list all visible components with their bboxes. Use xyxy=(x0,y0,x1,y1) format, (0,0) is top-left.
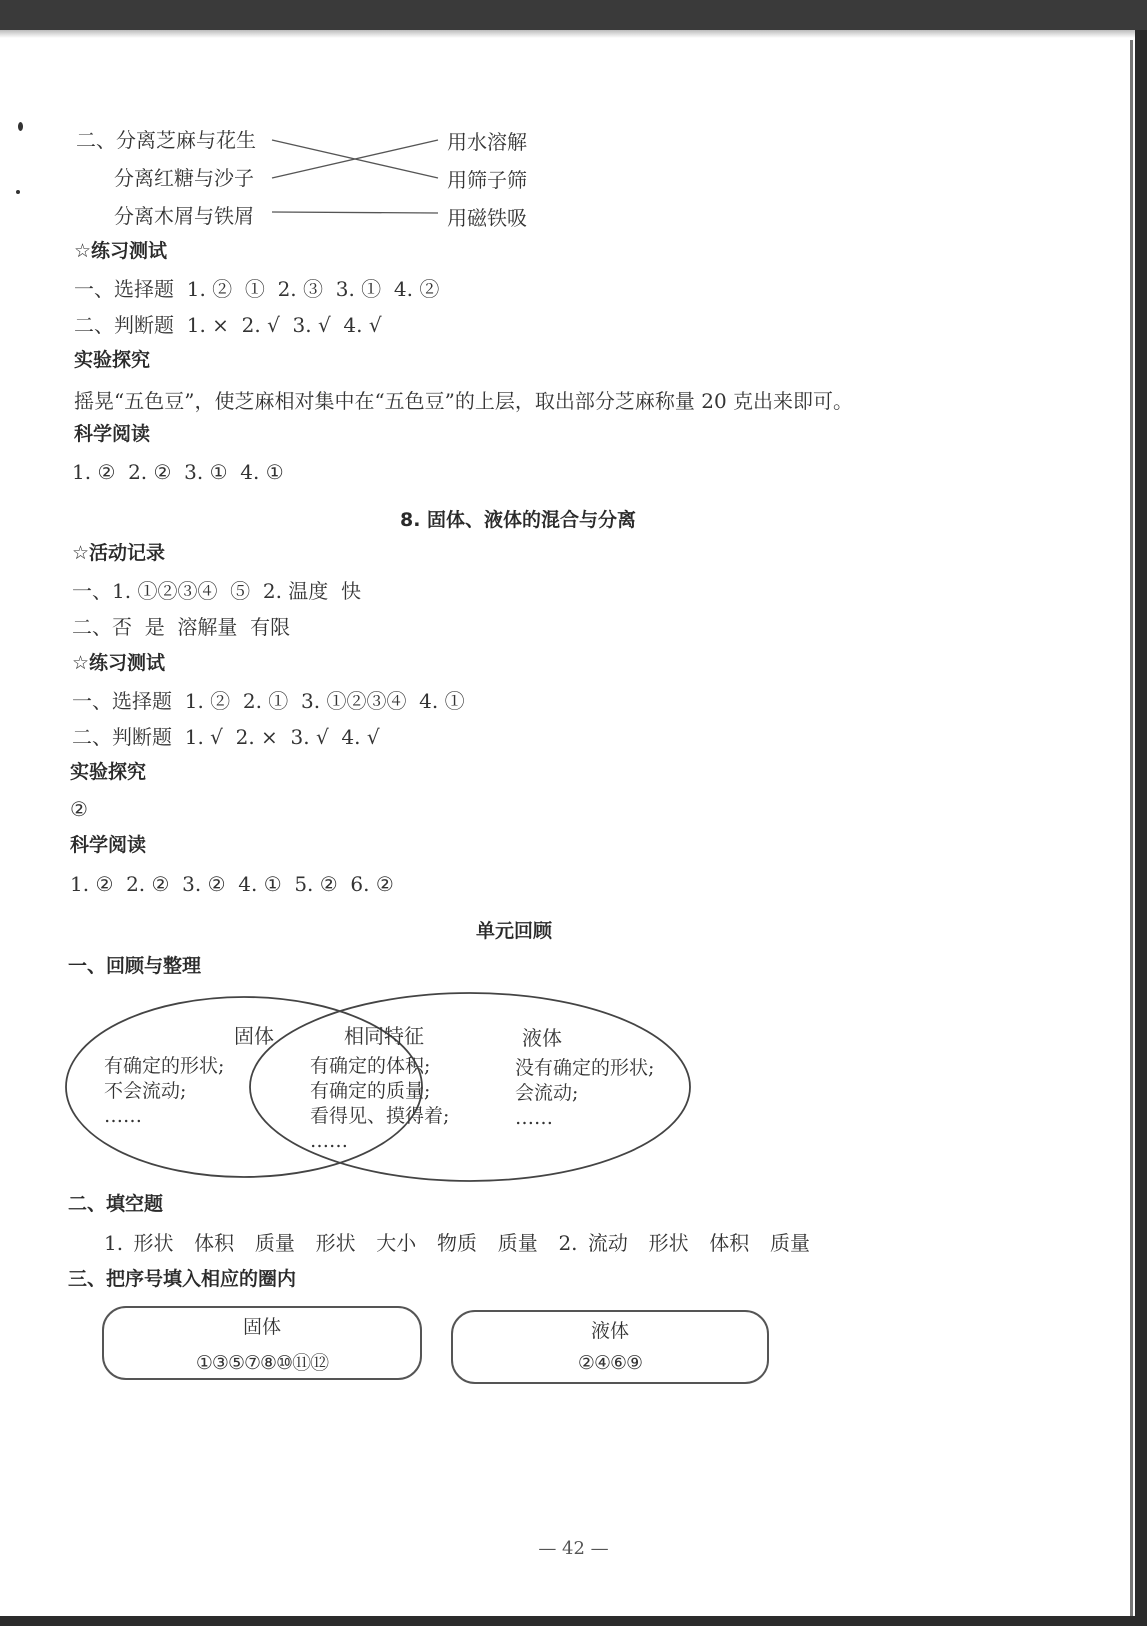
venn-common-text: 有确定的体积; 有确定的质量; 看得见、摸得着; …… xyxy=(310,1055,450,1152)
matching-right-1: 用水溶解 xyxy=(447,130,527,154)
solid-box xyxy=(102,1306,422,1380)
judge-answers: 二、判断题 1. √ 2. × 3. √ 4. √ xyxy=(72,725,380,749)
choice-answers: 一、选择题 1. ② 2. ① 3. ①②③④ 4. ① xyxy=(72,689,465,713)
section-title: 8. 固体、液体的混合与分离 xyxy=(400,509,637,531)
activity-answers-2: 二、否 是 溶解量 有限 xyxy=(72,615,291,639)
experiment-header: 实验探究 xyxy=(74,349,151,371)
solid-box-items: ①③⑤⑦⑧⑩⑪⑫ xyxy=(195,1352,329,1374)
matching-prefix: 二、 xyxy=(76,128,116,152)
matching-left-2: 分离红糖与沙子 xyxy=(114,166,254,190)
reading-answers: 1. ② 2. ② 3. ① 4. ① xyxy=(72,460,284,484)
review-title: 单元回顾 xyxy=(476,920,553,942)
solid-box-title: 固体 xyxy=(242,1316,281,1338)
review-part3-header: 三、把序号填入相应的圈内 xyxy=(68,1268,297,1290)
matching-right-3: 用磁铁吸 xyxy=(447,206,527,230)
venn-common-title: 相同特征 xyxy=(344,1024,424,1048)
reading-answers: 1. ② 2. ② 3. ② 4. ① 5. ② 6. ② xyxy=(70,872,394,896)
choice-answers: 一、选择题 1. ② ① 2. ③ 3. ① 4. ② xyxy=(74,277,440,301)
review-part2-header: 二、填空题 xyxy=(68,1193,164,1215)
experiment-header: 实验探究 xyxy=(70,761,147,783)
judge-answers: 二、判断题 1. × 2. √ 3. √ 4. √ xyxy=(74,313,382,337)
activity-answers-1: 一、1. ①②③④ ⑤ 2. 温度 快 xyxy=(72,579,362,603)
venn-liquid-text: 没有确定的形状; 会流动; …… xyxy=(515,1057,655,1129)
venn-solid-text: 有确定的形状; 不会流动; …… xyxy=(104,1055,225,1127)
liquid-box xyxy=(451,1310,769,1384)
page-number: — 42 — xyxy=(538,1538,609,1559)
liquid-box-items: ②④⑥⑨ xyxy=(577,1352,643,1374)
reading-header: 科学阅读 xyxy=(70,834,147,856)
matching-line-3 xyxy=(272,212,438,213)
venn-liquid-title: 液体 xyxy=(522,1026,562,1050)
liquid-box-title: 液体 xyxy=(590,1320,629,1342)
experiment-answer: ② xyxy=(70,797,88,821)
matching-left-3: 分离木屑与铁屑 xyxy=(114,204,254,228)
practice-header: ☆练习测试 xyxy=(74,240,168,262)
review-part1-header: 一、回顾与整理 xyxy=(68,955,202,977)
experiment-text: 摇晃“五色豆”，使芝麻相对集中在“五色豆”的上层，取出部分芝麻称量 20 克出来即可。 xyxy=(74,389,854,413)
matching-left-1: 二、分离芝麻与花生 xyxy=(76,128,256,152)
venn-solid-title: 固体 xyxy=(234,1024,274,1048)
reading-header: 科学阅读 xyxy=(74,423,151,445)
activity-header: ☆活动记录 xyxy=(72,542,166,564)
review-part2-answers: 1. 形状 体积 质量 形状 大小 物质 质量 2. 流动 形状 体积 质量 xyxy=(104,1231,811,1255)
matching-right-2: 用筛子筛 xyxy=(447,168,527,192)
practice-header: ☆练习测试 xyxy=(72,652,166,674)
